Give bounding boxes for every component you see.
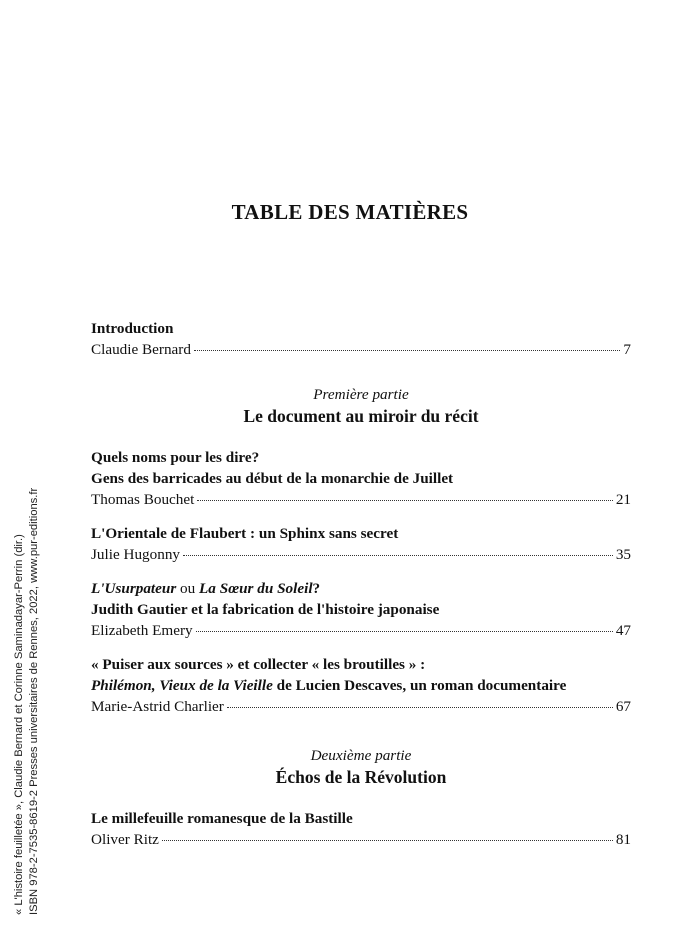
toc-entry — [91, 654, 631, 717]
title-italic: L'Usurpateur — [91, 580, 177, 597]
title-end: ? — [312, 580, 321, 597]
subtitle-end: , un roman documentaire — [402, 677, 567, 694]
part-label: Première partie — [313, 386, 409, 403]
entry-subtitle: Judith Gautier et la fabrication de l'histoire japonaise — [91, 601, 440, 618]
dot-leader — [194, 350, 620, 351]
dot-leader — [196, 631, 613, 632]
entry-subtitle — [91, 675, 631, 696]
dot-leader — [183, 555, 613, 556]
toc-entry — [91, 523, 631, 565]
entry-page-number: 7 — [623, 341, 631, 358]
entry-page-number: 21 — [615, 491, 631, 508]
entry-author-line — [91, 489, 631, 510]
entry-title: L'Orientale de Flaubert : un Sphinx sans secret — [91, 525, 399, 542]
entry-subtitle: Gens des barricades au début de la monarchie de Juillet — [91, 470, 454, 487]
entry-author-line — [91, 339, 631, 360]
toc-entry — [91, 808, 631, 850]
entry-page-number: 47 — [615, 622, 631, 639]
subtitle-italic: Philémon, Vieux de la Vieille — [91, 677, 273, 694]
dot-leader — [197, 500, 612, 501]
entry-author-line — [91, 620, 631, 641]
entry-author: Claudie Bernard — [91, 341, 191, 358]
side-note-line-1: « L'histoire feuilletée », Claudie Bernard et Corinne Saminadayar-Perrin (dir.) — [13, 534, 25, 915]
entry-title: Quels noms pour les dire? — [91, 449, 260, 466]
entry-title: Le millefeuille romanesque de la Bastille — [91, 810, 353, 827]
entry-author: Julie Hugonny — [91, 546, 181, 563]
entry-page-number: 81 — [615, 831, 631, 848]
dot-leader — [162, 840, 613, 841]
entry-page-number: 35 — [615, 546, 631, 563]
entry-author: Marie-Astrid Charlier — [91, 698, 224, 715]
part-title: Le document au miroir du récit — [243, 406, 479, 426]
toc-entry-introduction — [91, 318, 631, 360]
page-title: TABLE DES MATIÈRES — [231, 200, 469, 224]
entry-author-line — [91, 696, 631, 717]
toc-entry — [91, 578, 631, 641]
entry-title: Introduction — [91, 320, 174, 337]
part-heading-2 — [91, 745, 631, 788]
subtitle-mid: de Lucien Descaves — [272, 677, 403, 694]
entry-author: Oliver Ritz — [91, 831, 159, 848]
part-label: Deuxième partie — [310, 747, 412, 764]
table-of-contents — [91, 318, 631, 850]
entry-title — [91, 578, 631, 599]
entry-page-number: 67 — [615, 698, 631, 715]
title-italic-2: La Sœur du Soleil — [199, 580, 313, 597]
title-connector: ou — [176, 580, 200, 597]
entry-author-line — [91, 544, 631, 565]
toc-entry — [91, 447, 631, 510]
entry-title: « Puiser aux sources » et collecter « les broutilles » : — [91, 656, 426, 673]
entry-author: Elizabeth Emery — [91, 622, 193, 639]
side-note-line-2: ISBN 978-2-7535-8619-2 Presses universitaires de Rennes, 2022, www.pur-editions.fr — [27, 487, 40, 915]
part-title: Échos de la Révolution — [275, 767, 447, 787]
entry-author: Thomas Bouchet — [91, 491, 195, 508]
entry-author-line — [91, 829, 631, 850]
part-heading-1 — [91, 384, 631, 427]
copyright-side-note — [12, 435, 41, 915]
dot-leader — [227, 707, 613, 708]
